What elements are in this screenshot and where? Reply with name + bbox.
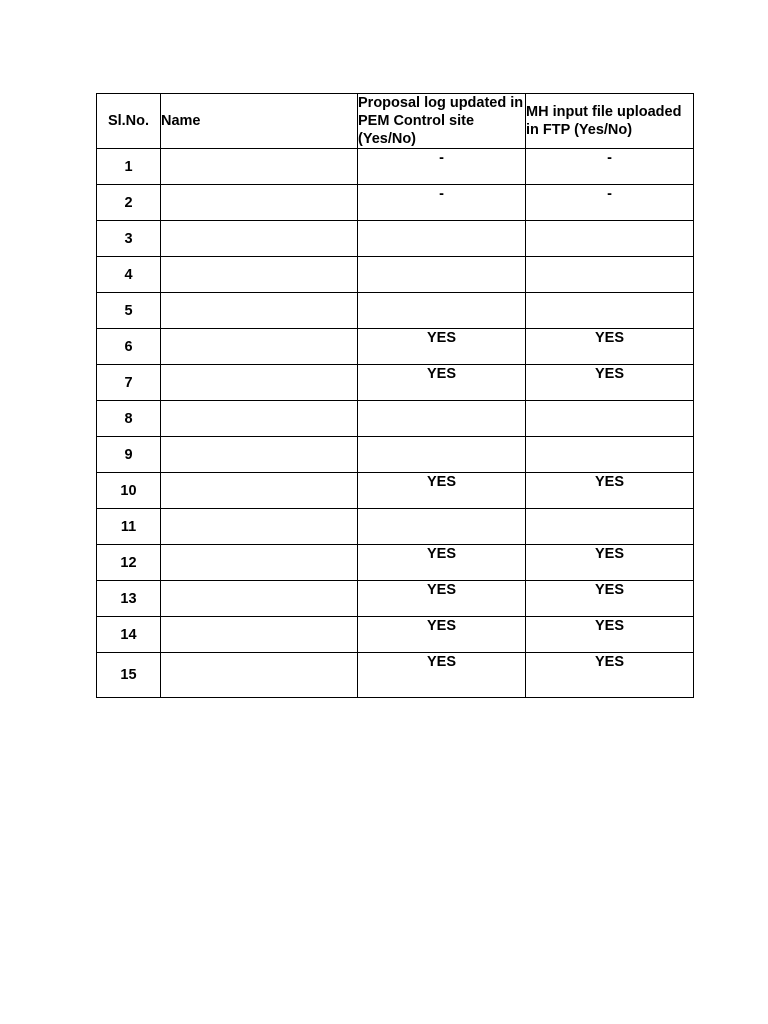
cell-proposal-log-text: YES <box>426 618 456 634</box>
table-row <box>97 221 694 257</box>
cell-mh-input-text: YES <box>594 618 624 634</box>
cell-mh-input <box>526 329 694 365</box>
cell-sl-no <box>97 401 161 437</box>
cell-proposal-log-text: YES <box>426 582 456 598</box>
cell-sl-no-text: 9 <box>124 446 133 463</box>
cell-mh-input-text: - <box>607 150 612 166</box>
cell-mh-input <box>526 401 694 437</box>
table-row <box>97 329 694 365</box>
cell-mh-input <box>526 617 694 653</box>
cell-sl-no-text: 4 <box>124 266 133 283</box>
cell-name <box>161 365 358 401</box>
cell-mh-input <box>526 293 694 329</box>
cell-proposal-log <box>358 509 526 545</box>
cell-name <box>161 509 358 545</box>
cell-sl-no <box>97 221 161 257</box>
cell-mh-input <box>526 257 694 293</box>
cell-proposal-log <box>358 185 526 221</box>
cell-mh-input-text: YES <box>594 546 624 562</box>
cell-name <box>161 329 358 365</box>
cell-sl-no <box>97 509 161 545</box>
cell-mh-input <box>526 437 694 473</box>
header-proposal-log: Proposal log updated in PEM Control site (Yes/No) <box>358 94 526 149</box>
cell-mh-input-text: YES <box>594 330 624 346</box>
cell-mh-input <box>526 509 694 545</box>
cell-sl-no-text: 6 <box>124 338 133 355</box>
cell-name <box>161 581 358 617</box>
cell-proposal-log <box>358 401 526 437</box>
header-sl-no: Sl.No. <box>97 94 161 149</box>
cell-mh-input <box>526 653 694 698</box>
cell-proposal-log <box>358 293 526 329</box>
cell-sl-no-text: 14 <box>120 626 137 643</box>
cell-name <box>161 257 358 293</box>
cell-proposal-log <box>358 365 526 401</box>
cell-sl-no <box>97 329 161 365</box>
cell-proposal-log-text: - <box>439 150 444 166</box>
cell-sl-no-text: 15 <box>120 667 137 683</box>
cell-name <box>161 437 358 473</box>
cell-name <box>161 653 358 698</box>
table-row <box>97 617 694 653</box>
cell-mh-input <box>526 473 694 509</box>
cell-proposal-log <box>358 545 526 581</box>
cell-sl-no <box>97 581 161 617</box>
cell-sl-no-text: 12 <box>120 554 137 571</box>
header-name: Name <box>161 94 358 149</box>
table-row <box>97 473 694 509</box>
cell-mh-input-text: - <box>607 186 612 202</box>
cell-sl-no-text: 11 <box>120 518 137 535</box>
cell-proposal-log-text: - <box>439 186 444 202</box>
cell-name <box>161 185 358 221</box>
cell-name <box>161 401 358 437</box>
table-row <box>97 185 694 221</box>
table-row <box>97 365 694 401</box>
cell-name <box>161 293 358 329</box>
table-header-row <box>97 94 694 149</box>
cell-name <box>161 149 358 185</box>
cell-proposal-log <box>358 653 526 698</box>
cell-mh-input-text: YES <box>594 366 624 382</box>
cell-name <box>161 473 358 509</box>
table-row <box>97 653 694 698</box>
table-row <box>97 581 694 617</box>
cell-sl-no <box>97 437 161 473</box>
cell-sl-no <box>97 149 161 185</box>
header-mh-input: MH input file uploaded in FTP (Yes/No) <box>526 94 694 149</box>
cell-sl-no-text: 8 <box>124 410 133 427</box>
table-row <box>97 257 694 293</box>
cell-sl-no-text: 1 <box>124 158 133 175</box>
cell-sl-no-text: 7 <box>124 374 133 391</box>
cell-name <box>161 545 358 581</box>
cell-proposal-log <box>358 257 526 293</box>
cell-sl-no-text: 5 <box>124 302 133 319</box>
cell-proposal-log <box>358 437 526 473</box>
table-body <box>97 149 694 698</box>
cell-proposal-log <box>358 617 526 653</box>
table-row <box>97 437 694 473</box>
cell-sl-no-text: 2 <box>124 194 133 211</box>
cell-sl-no <box>97 257 161 293</box>
cell-sl-no <box>97 293 161 329</box>
cell-name <box>161 617 358 653</box>
cell-name <box>161 221 358 257</box>
cell-proposal-log-text: YES <box>426 654 456 670</box>
table-row <box>97 545 694 581</box>
cell-proposal-log-text: YES <box>426 330 456 346</box>
table-row <box>97 149 694 185</box>
table-row <box>97 401 694 437</box>
cell-mh-input <box>526 149 694 185</box>
cell-sl-no-text: 10 <box>120 482 137 499</box>
cell-sl-no <box>97 545 161 581</box>
cell-mh-input-text: YES <box>594 654 624 670</box>
cell-proposal-log-text: YES <box>426 474 456 490</box>
cell-proposal-log <box>358 221 526 257</box>
cell-proposal-log-text: YES <box>426 366 456 382</box>
cell-sl-no <box>97 365 161 401</box>
cell-sl-no-text: 3 <box>124 230 133 247</box>
cell-mh-input-text: YES <box>594 474 624 490</box>
cell-mh-input <box>526 185 694 221</box>
cell-sl-no <box>97 653 161 698</box>
cell-proposal-log-text: YES <box>426 546 456 562</box>
cell-proposal-log <box>358 329 526 365</box>
cell-sl-no <box>97 473 161 509</box>
cell-mh-input <box>526 545 694 581</box>
cell-mh-input <box>526 581 694 617</box>
status-table <box>96 93 694 698</box>
cell-mh-input-text: YES <box>594 582 624 598</box>
cell-mh-input <box>526 365 694 401</box>
cell-proposal-log <box>358 473 526 509</box>
table-row <box>97 509 694 545</box>
cell-sl-no-text: 13 <box>120 590 137 607</box>
cell-mh-input <box>526 221 694 257</box>
cell-proposal-log <box>358 149 526 185</box>
cell-sl-no <box>97 185 161 221</box>
table-row <box>97 293 694 329</box>
cell-proposal-log <box>358 581 526 617</box>
cell-sl-no <box>97 617 161 653</box>
